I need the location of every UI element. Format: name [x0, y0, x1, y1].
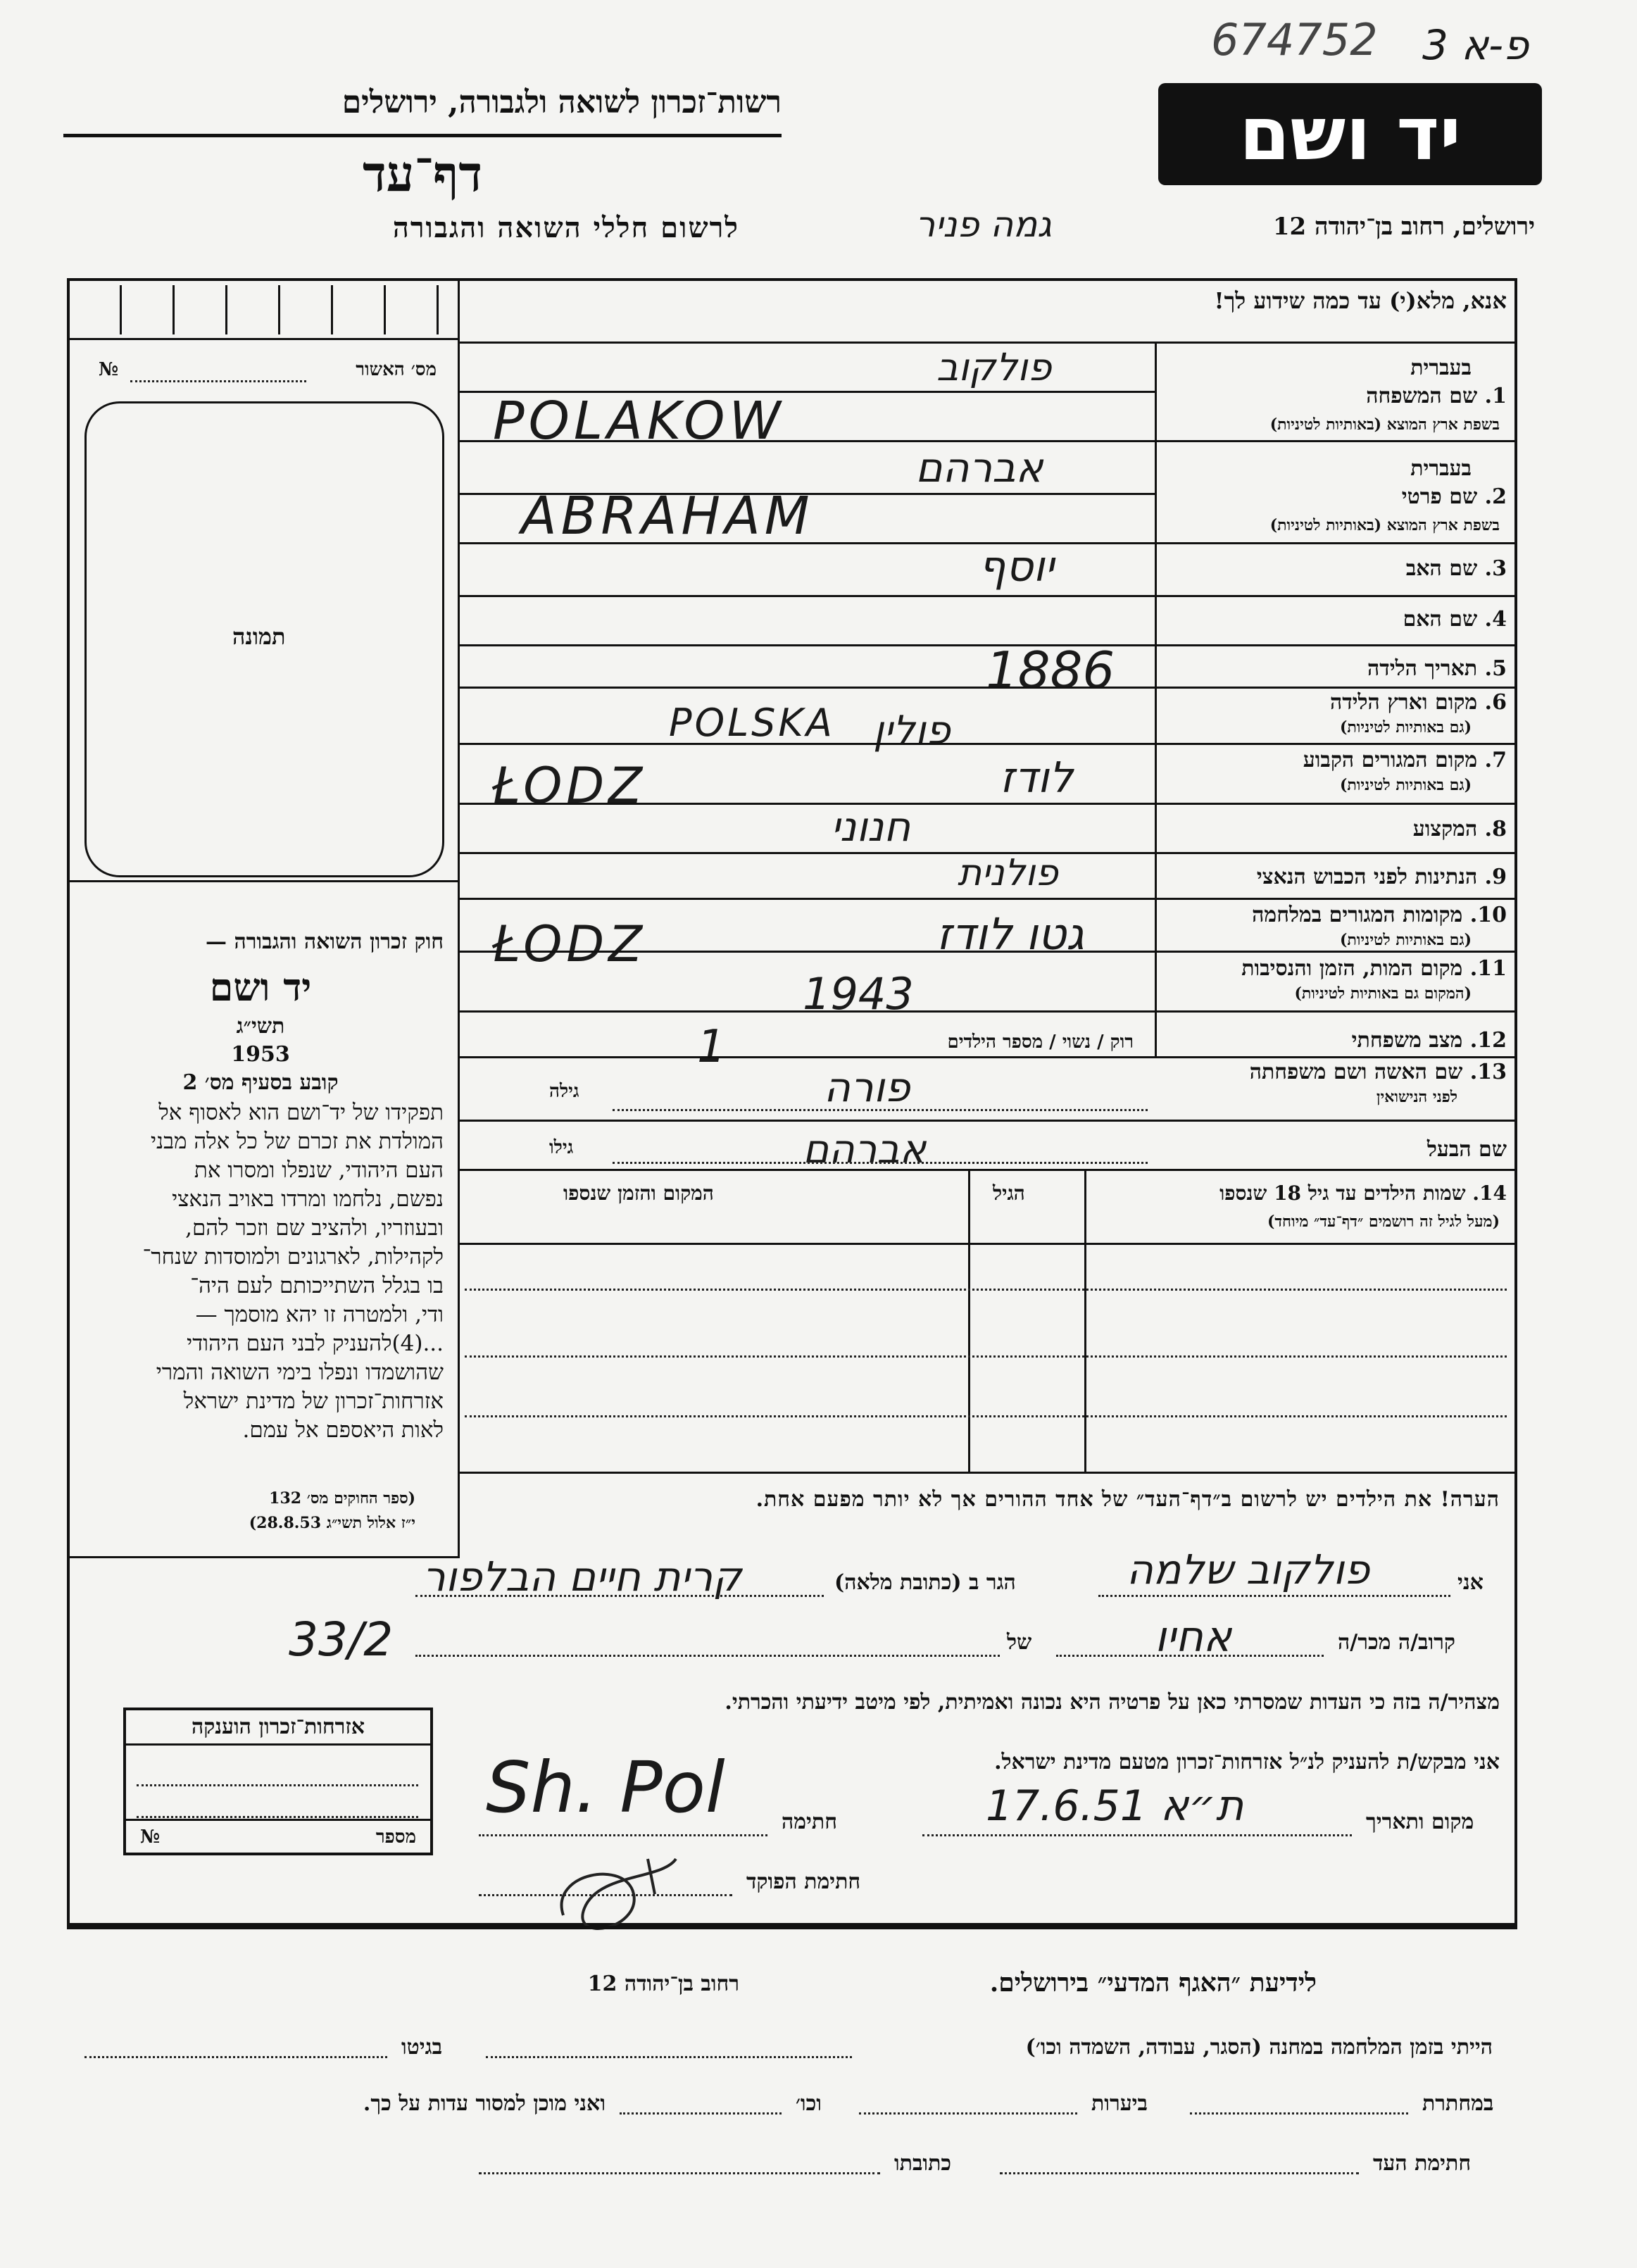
- children-title-text: שמות הילדים עד גיל 18 שנספו: [1219, 1182, 1466, 1205]
- research-ready: ואני מוכן למסור עדות על כך.: [363, 2091, 606, 2116]
- instructions: אנא, מלא(י) עד כמה שידוע לך!: [1214, 287, 1507, 314]
- wife-name-field[interactable]: [613, 1109, 1148, 1111]
- photo-bottom-rule: [67, 880, 458, 882]
- row-line: [458, 951, 1517, 953]
- field-number: 11.: [1469, 956, 1507, 981]
- field-label: תאריך הלידה: [1367, 656, 1478, 681]
- row-line: [458, 743, 1517, 745]
- law-clause: קובע בסעיף מס׳ 2: [182, 1070, 339, 1095]
- field-label-first-name: [1162, 484, 1507, 509]
- field-hebrew-tag: בעברית: [1410, 356, 1472, 380]
- law-line: לקהילות, לארגונים ולמוסדות שנחר־: [142, 1244, 444, 1270]
- law-source-2: י״ז אלול תשי״ג 28.8.53): [249, 1514, 415, 1532]
- field-number: 10.: [1469, 903, 1507, 927]
- stub-mark: [278, 285, 280, 334]
- field-sub: (גם באותיות לטיניות): [1339, 931, 1472, 949]
- children-col-divider: [968, 1169, 970, 1472]
- field-label: שם הבעל: [1426, 1137, 1507, 1162]
- marital-options: רוק / נשוי / מספר הילדים: [947, 1032, 1134, 1053]
- hw-father-name: יוסף: [979, 542, 1055, 591]
- stub-mark: [225, 285, 227, 334]
- research-ghetto: בגיטו: [401, 2035, 443, 2060]
- law-title: חוק זכרון השואה והגבורה —: [206, 929, 444, 954]
- logo: [1158, 83, 1542, 185]
- hw-family-name-hebrew: פולקוב: [936, 345, 1052, 389]
- field-label-war-residence: [1162, 903, 1507, 927]
- stub-mark: [331, 285, 333, 334]
- declaration-resides: הגר ב (כתובת מלאה): [834, 1570, 1016, 1595]
- forests-field[interactable]: [859, 2112, 1077, 2114]
- child-row[interactable]: [465, 1289, 1507, 1291]
- field-sub: בשפת ארץ המוצא (באותיות לטיניות): [1269, 516, 1500, 534]
- row-line: [458, 803, 1517, 805]
- children-title: [1091, 1182, 1507, 1205]
- official-signature-scribble: [542, 1831, 697, 1950]
- hw-war-residence-hebrew: גטו לודז: [936, 908, 1084, 960]
- declaration-line-2: אני מבקש/ת להעניק לנ״ל אזרחות־זכרון מטעם מדינת ישראל.: [994, 1750, 1500, 1774]
- hw-relation: אחיו: [1155, 1612, 1232, 1662]
- law-line: ובעוזריו, ולהציב שם וזכר להם,: [185, 1215, 444, 1241]
- field-number: 6.: [1484, 690, 1507, 715]
- field-number: 7.: [1484, 748, 1507, 772]
- field-label: שם האשה ושם משפחתה: [1249, 1060, 1463, 1084]
- hw-declarant-address: קרית חיים הבלפור: [422, 1553, 742, 1600]
- place-date-field[interactable]: [922, 1834, 1352, 1836]
- field-number: 1.: [1484, 384, 1507, 408]
- field-number: 9.: [1484, 865, 1507, 889]
- field-label: הנתינות לפני הכבוש הנאצי: [1256, 865, 1478, 889]
- stub-bottom: [67, 338, 458, 340]
- field-label-birth-date: [1162, 656, 1507, 681]
- hw-residence-hebrew: לודז: [1000, 753, 1073, 803]
- law-year-hebrew: תשי״ג: [236, 1014, 285, 1039]
- hw-children-count: 1: [697, 1021, 726, 1073]
- declarant-name-field[interactable]: [1098, 1595, 1450, 1597]
- law-line: לאות היאספם אל עמם.: [242, 1417, 444, 1443]
- left-panel-bottom: [67, 1556, 460, 1558]
- hw-birth-date: 1886: [986, 641, 1115, 700]
- hw-first-name-latin: ABRAHAM: [521, 486, 814, 546]
- law-year: 1953: [231, 1042, 290, 1067]
- hiding-field[interactable]: [1190, 2112, 1408, 2114]
- logo-text: יד ושם: [1239, 91, 1461, 177]
- witness-signature-label: חתימת העד: [1373, 2151, 1472, 2176]
- declaration-of: של: [1007, 1630, 1032, 1655]
- law-line: נפשם, נלחמו ומרדו באויב הנאצי: [172, 1186, 444, 1212]
- field-label-nationality: [1162, 865, 1507, 889]
- field-number: 8.: [1484, 817, 1507, 841]
- row-line: [458, 1010, 1517, 1013]
- etc-field[interactable]: [620, 2112, 782, 2114]
- camp-field[interactable]: [486, 2056, 852, 2058]
- children-note: הערה! את הילדים יש לרשום ב״דף־העד״ של אחד ההורים אך לא יותר מפעם אחת.: [755, 1487, 1500, 1512]
- field-label-father: [1162, 556, 1507, 581]
- child-row[interactable]: [465, 1415, 1507, 1417]
- hw-wife-name: פורה: [824, 1063, 910, 1111]
- children-subtitle: (מעל לגיל זה רושמים ״דף־עד״ מיוחד): [1267, 1213, 1500, 1231]
- research-separator: [67, 1926, 1517, 1929]
- field-label: שם האב: [1405, 556, 1478, 581]
- field-label: מקום המגורים הקבוע: [1303, 748, 1478, 772]
- address: ירושלים, רחוב בן־יהודה 12: [1272, 213, 1535, 241]
- citizenship-number-label: מספר: [375, 1827, 416, 1848]
- law-line: שהושמדו ונפלו בימי השואה והמרי: [156, 1360, 444, 1385]
- field-sub: בשפת ארץ המוצא (באותיות לטיניות): [1269, 415, 1500, 434]
- children-col-place: המקום והזמן שנספו: [563, 1182, 714, 1205]
- hw-place-date: ת״א 17.6.51: [986, 1781, 1244, 1831]
- field-number: 5.: [1484, 656, 1507, 681]
- field-sub: לפני הנישואין: [1376, 1088, 1457, 1106]
- research-address: רחוב בן־יהודה 12: [587, 1972, 739, 1996]
- row-line: [458, 440, 1517, 442]
- archive-number: 674752: [1211, 14, 1378, 65]
- row-line: [458, 493, 1155, 495]
- child-row[interactable]: [465, 1355, 1507, 1358]
- signature-label: חתימה: [782, 1810, 837, 1834]
- stub-mark: [384, 285, 386, 334]
- law-line: אזרחות־זכרון של מדינת ישראל: [183, 1389, 444, 1414]
- citizenship-number-row: [126, 1819, 430, 1853]
- row-line: [458, 687, 1517, 689]
- research-forests: ביערות: [1091, 2091, 1148, 2116]
- witness-address-field[interactable]: [479, 2172, 880, 2174]
- research-hiding: במחתרת: [1422, 2091, 1494, 2116]
- header-rule: [63, 134, 782, 137]
- hw-nationality: פולנית: [958, 852, 1058, 894]
- field-label-husband: [1162, 1137, 1507, 1162]
- form-title: דף־עד: [362, 144, 482, 203]
- field-label-wife: [1162, 1060, 1507, 1084]
- law-line: ודי, ולמטרה זו יהא מוסמך —: [195, 1302, 444, 1327]
- hw-husband-name: אברהם: [803, 1127, 927, 1172]
- hw-first-name-hebrew: אברהם: [915, 444, 1043, 491]
- approval-number-field[interactable]: [130, 380, 306, 382]
- row-line: [458, 391, 1155, 393]
- hw-residence-latin: ŁODZ: [493, 757, 647, 815]
- declaration-relative: קרוב/ה מכר/ה: [1338, 1630, 1455, 1655]
- field-label-birth-place: [1162, 690, 1507, 715]
- authority-title: רשות־זכרון לשואה ולגבורה, ירושלים: [341, 84, 782, 120]
- children-col-divider: [1084, 1169, 1086, 1472]
- row-line: [458, 1169, 1517, 1171]
- stub-mark: [173, 285, 175, 334]
- field-label: מקומות המגורים במלחמה: [1252, 903, 1463, 927]
- row-line: [458, 595, 1517, 597]
- approval-number-label: מס׳ האשור: [356, 359, 437, 380]
- citizenship-box: [123, 1708, 433, 1855]
- hw-declarant-address-2: 33/2: [289, 1612, 394, 1667]
- law-line: המולדת את זכרם של כל אלה מבני: [150, 1129, 444, 1154]
- field-label: שם המשפחה: [1366, 384, 1478, 408]
- file-reference: פ-א 3: [1422, 21, 1529, 69]
- hw-birth-place-hebrew: פולין: [873, 708, 951, 753]
- field-label-marital: [1162, 1028, 1507, 1053]
- field-label: מקום וארץ הלידה: [1329, 690, 1478, 715]
- witness-signature-field[interactable]: [1000, 2172, 1359, 2174]
- row-line: [458, 1056, 1517, 1058]
- hw-declarant-name: פולקוב שלמה: [1127, 1546, 1370, 1593]
- field-number: 2.: [1484, 484, 1507, 509]
- law-line: ...(4)להעניק לבני העם היהודי: [187, 1331, 444, 1356]
- field-label: מצב משפחתי: [1351, 1028, 1463, 1053]
- hw-family-name-latin: POLAKOW: [493, 391, 785, 451]
- hw-birth-place-latin: POLSKA: [669, 701, 835, 745]
- handwritten-language: גמה פניר: [915, 204, 1052, 245]
- declaration-i: אני: [1457, 1570, 1484, 1595]
- husband-age-label: גילו: [549, 1137, 574, 1158]
- field-sub: (גם באותיות לטיניות): [1339, 718, 1472, 737]
- stub-mark: [437, 285, 439, 334]
- field-number: 4.: [1484, 607, 1507, 632]
- law-source-1: (ספר החוקים מס׳ 132: [269, 1489, 415, 1508]
- research-title: לידיעת ״האגף המדעי״ בירושלים.: [989, 1968, 1317, 1998]
- row-line: [458, 1120, 1517, 1122]
- field-label-family-name: [1162, 384, 1507, 408]
- children-col-age: הגיל: [993, 1182, 1025, 1205]
- field-label-residence: [1162, 748, 1507, 772]
- citizenship-title: אזרחות־זכרון הוענקה: [126, 1710, 430, 1746]
- field-sub: (המקום גם באותיות לטיניות): [1294, 984, 1472, 1003]
- husband-name-field[interactable]: [613, 1162, 1148, 1164]
- field-label-mother: [1162, 607, 1507, 632]
- field-label: שם האם: [1403, 607, 1478, 632]
- research-etc: וכו׳: [796, 2091, 822, 2116]
- field-label: המקצוע: [1412, 817, 1478, 841]
- field-label: מקום המות, הזמן והנסיבות: [1241, 956, 1463, 981]
- hw-death: 1943: [803, 968, 914, 1020]
- official-signature-label: חתימת הפוקד: [746, 1869, 861, 1894]
- children-bottom-rule: [458, 1472, 1517, 1474]
- research-camp-line: הייתי בזמן המלחמה במחנה (הסגר, עבודה, השמדה וכו׳): [1025, 2035, 1493, 2060]
- citizenship-line[interactable]: [137, 1784, 418, 1786]
- witness-address-label: כתובתו: [894, 2151, 952, 2176]
- children-header-rule: [458, 1243, 1517, 1245]
- form-subtitle: לרשום חללי השואה והגבורה: [392, 211, 739, 244]
- instructions-rule: [458, 342, 1517, 344]
- field-number: 14.: [1472, 1182, 1507, 1205]
- wife-age-label: גילה: [549, 1081, 579, 1102]
- field-label-profession: [1162, 817, 1507, 841]
- field-hebrew-tag: בעברית: [1410, 456, 1472, 481]
- hw-signature: Sh. Pol: [486, 1746, 725, 1829]
- stub-mark: [120, 285, 122, 334]
- law-name: יד ושם: [209, 965, 312, 1010]
- declaration-line-1: מצהיר/ה בזה כי העדות שמסרתי כאן על פרטיה היא נכונה ואמיתית, לפי מיטב ידיעתי והכרתי.: [725, 1690, 1500, 1715]
- field-number: 3.: [1484, 556, 1507, 581]
- field-number: 13.: [1469, 1060, 1507, 1084]
- hw-profession: חנוני: [831, 803, 911, 851]
- law-text: [77, 1098, 444, 1445]
- law-line: תפקידו של יד־ושם הוא לאסוף אל: [158, 1100, 444, 1125]
- law-line: בו בגלל השתייכותם לעם היה־: [190, 1273, 444, 1298]
- row-line: [458, 898, 1517, 900]
- citizenship-line[interactable]: [137, 1816, 418, 1818]
- field-label: שם פרטי: [1401, 484, 1478, 509]
- field-sub: (גם באותיות לטיניות): [1339, 776, 1472, 794]
- approval-number-sign: №: [99, 359, 119, 380]
- field-label-death: [1162, 956, 1507, 981]
- ghetto-field[interactable]: [84, 2056, 387, 2058]
- of-whom-field[interactable]: [415, 1655, 1000, 1657]
- left-panel-divider: [458, 278, 460, 1556]
- photo-label: תמונה: [232, 623, 286, 650]
- law-line: העם היהודי, שנפלו ומסרו את: [194, 1158, 444, 1183]
- place-date-label: מקום ותאריך: [1366, 1810, 1474, 1834]
- citizenship-number-sign: №: [140, 1827, 161, 1848]
- field-number: 12.: [1469, 1028, 1507, 1053]
- hw-war-residence-latin: ŁODZ: [493, 915, 647, 973]
